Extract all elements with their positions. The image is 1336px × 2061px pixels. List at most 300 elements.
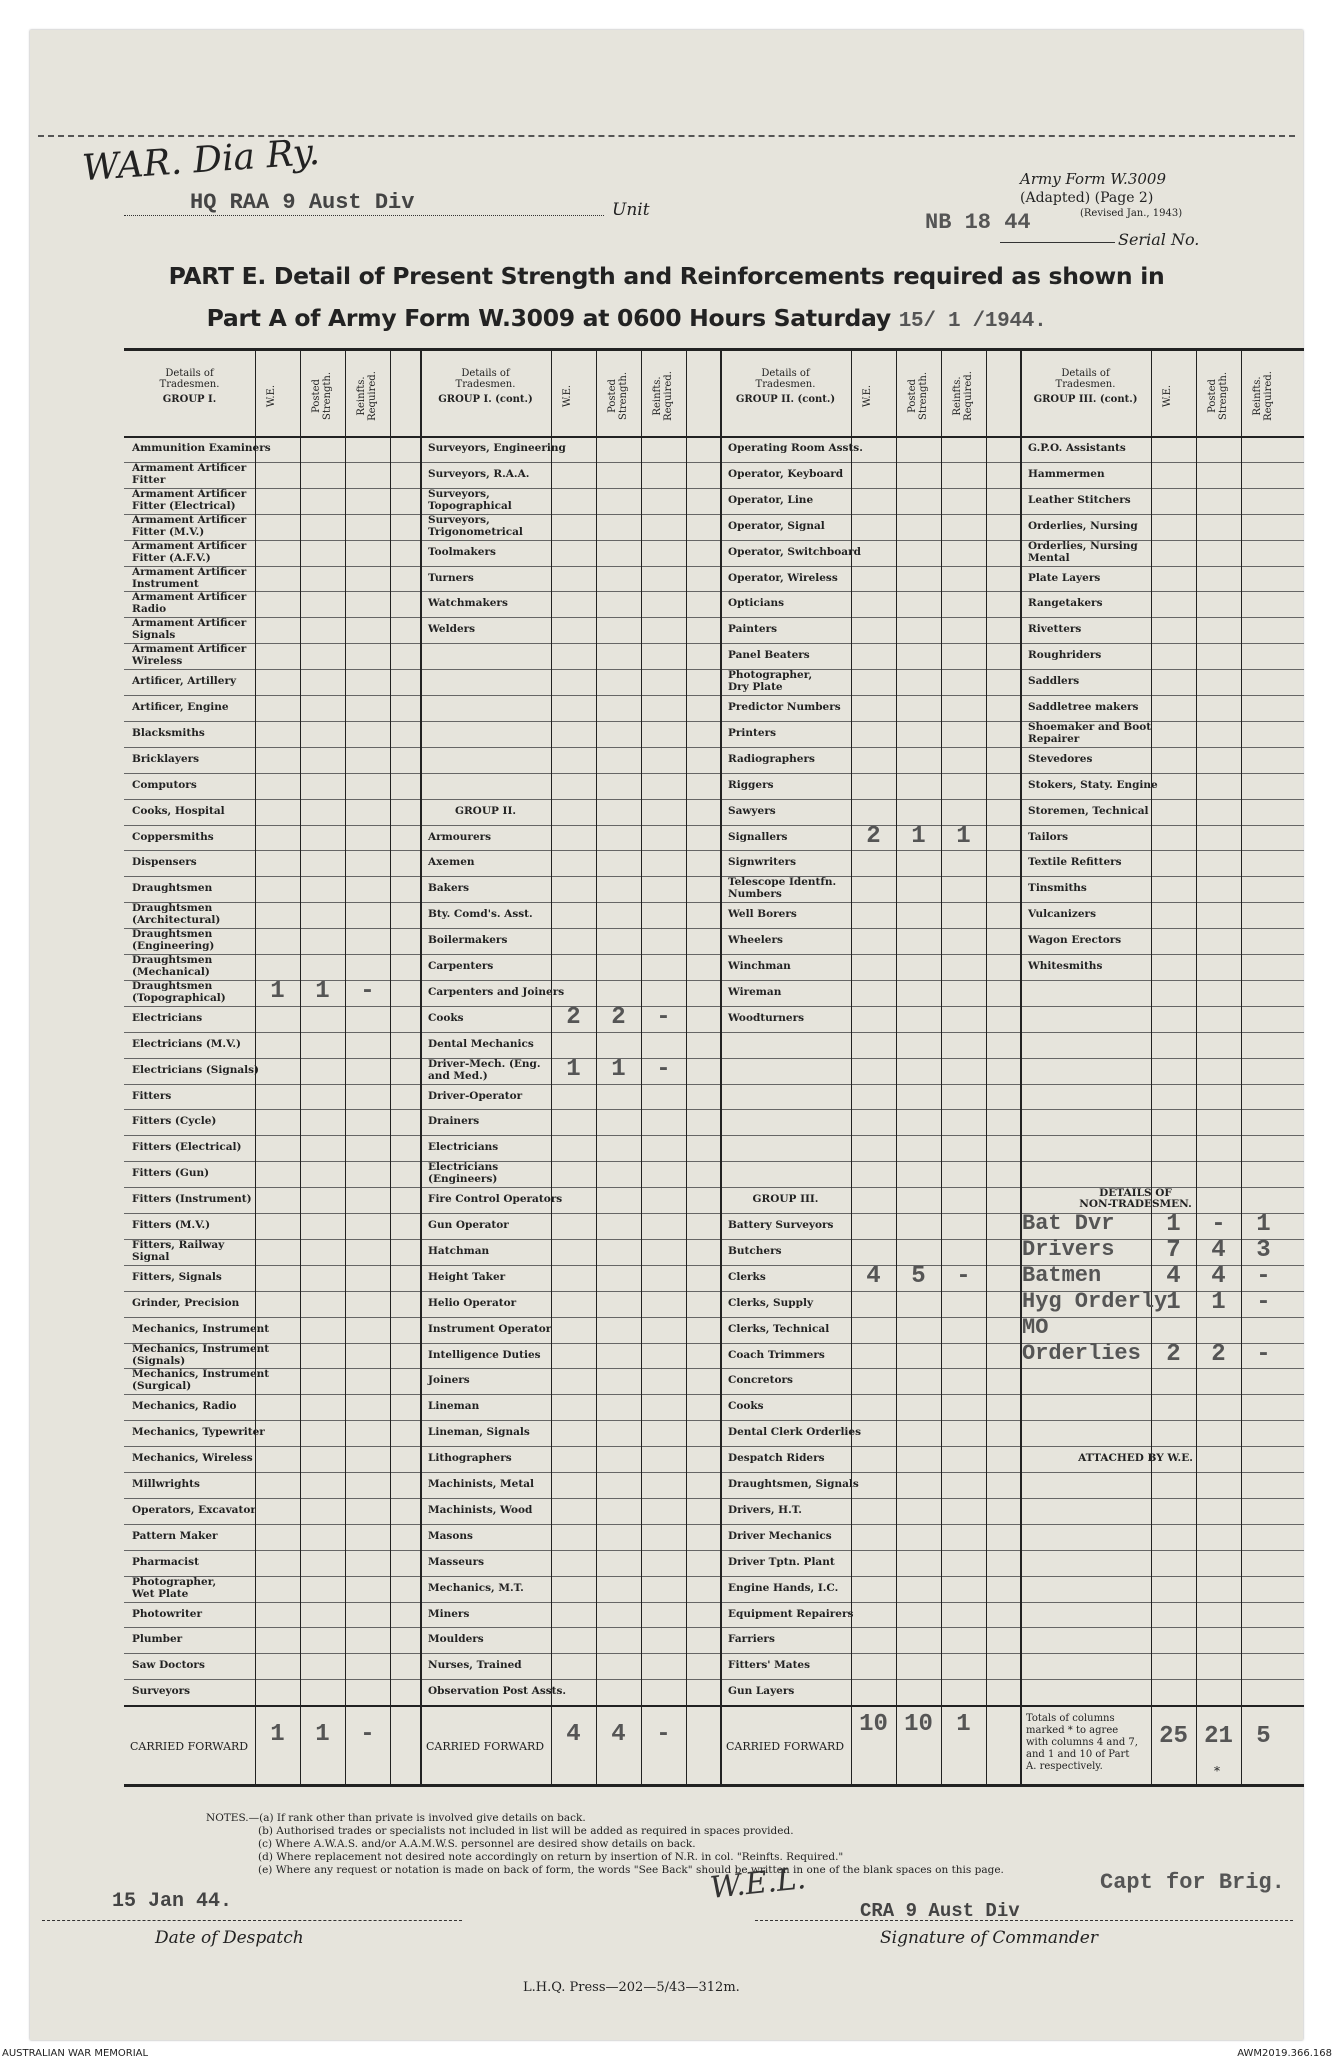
trade-label bbox=[132, 1116, 216, 1127]
trade-label bbox=[728, 1324, 829, 1335]
trade-label bbox=[1028, 624, 1081, 635]
trade-label bbox=[428, 1039, 534, 1050]
trade-label-line: Bty. Comd's. Asst. bbox=[428, 908, 533, 921]
trade-label-line: Armament Artificer bbox=[132, 539, 247, 552]
trade-label-line: and Med.) bbox=[428, 1069, 488, 1082]
header-line: Required. bbox=[663, 371, 674, 421]
carried-forward-total: 25 bbox=[1159, 1723, 1188, 1751]
trade-label bbox=[428, 1505, 532, 1516]
trade-label-line: Electricians bbox=[428, 1141, 499, 1154]
trade-label bbox=[428, 1401, 479, 1412]
trade-label bbox=[132, 592, 246, 615]
trade-label-line: Surveyors, R.A.A. bbox=[428, 467, 530, 480]
trade-label bbox=[428, 624, 475, 635]
header-line: W.E. bbox=[862, 384, 873, 408]
row-rule bbox=[124, 902, 1304, 903]
trade-label-line: Saddlers bbox=[1028, 675, 1080, 688]
trade-label-line: Bakers bbox=[428, 882, 470, 895]
row-rule bbox=[124, 1472, 1304, 1473]
serial-value: NB 18 44 bbox=[925, 210, 1031, 235]
row-rule bbox=[124, 1239, 1304, 1240]
carried-forward-value: 4 bbox=[566, 1721, 581, 1749]
trade-label-line: Draughtsmen, Signals bbox=[728, 1478, 859, 1490]
row-rule bbox=[124, 1679, 1304, 1680]
row-rule bbox=[124, 1627, 1304, 1628]
trade-label-line: Plate Layers bbox=[1028, 571, 1101, 584]
group-rule bbox=[1020, 348, 1022, 1784]
trade-label bbox=[132, 515, 246, 538]
carried-forward-total: 21 bbox=[1204, 1723, 1233, 1751]
trade-label-line: Mental bbox=[1028, 551, 1070, 564]
column-rule bbox=[986, 348, 987, 1784]
trade-label-line: Driver Tptn. Plant bbox=[728, 1555, 835, 1568]
commander-rank: Capt for Brig. bbox=[1100, 1870, 1285, 1895]
trade-label bbox=[420, 806, 551, 817]
trade-label-line: Predictor Numbers bbox=[728, 701, 841, 713]
trade-label bbox=[132, 728, 205, 739]
trade-label bbox=[428, 1557, 484, 1568]
trade-label-line: Lineman bbox=[428, 1400, 480, 1413]
trade-label-line: Pharmacist bbox=[132, 1555, 199, 1568]
trade-label bbox=[428, 935, 507, 946]
serial-label: Serial No. bbox=[1118, 230, 1200, 249]
trade-label-line: Rivetters bbox=[1028, 623, 1082, 636]
trade-label bbox=[1028, 857, 1122, 868]
trade-label bbox=[132, 780, 197, 791]
row-rule bbox=[124, 462, 1304, 463]
column-header-details bbox=[124, 368, 255, 405]
strength-entry: - bbox=[360, 977, 375, 1005]
trade-label bbox=[132, 754, 199, 765]
row-rule bbox=[124, 617, 1304, 618]
trade-label bbox=[132, 903, 220, 926]
trade-label-line: Miners bbox=[428, 1607, 470, 1620]
trade-label bbox=[728, 495, 813, 506]
row-rule bbox=[124, 1032, 1304, 1033]
column-rule bbox=[686, 348, 687, 1784]
header-line: GROUP III. (cont.) bbox=[1033, 394, 1138, 405]
non-tradesman-entry: - bbox=[1256, 1262, 1271, 1290]
strength-entry: - bbox=[656, 1003, 671, 1031]
trade-label bbox=[132, 443, 271, 454]
trade-label bbox=[1028, 443, 1126, 454]
trade-label bbox=[132, 567, 246, 590]
trade-label-line: Equipment Repairers bbox=[728, 1607, 854, 1620]
form-ref-line1: Army Form W.3009 bbox=[1020, 170, 1166, 188]
trade-label-line: Trigonometrical bbox=[428, 525, 523, 538]
trade-label-line: Surveyors, bbox=[428, 513, 490, 526]
trade-label-line: (Signals) bbox=[132, 1354, 186, 1367]
trade-label bbox=[1028, 702, 1138, 713]
trade-label-line: (Surgical) bbox=[132, 1380, 192, 1393]
trade-label-line: Draughtsmen bbox=[132, 954, 213, 966]
trade-label-line: Masseurs bbox=[428, 1555, 485, 1568]
trade-label-line: Despatch Riders bbox=[728, 1452, 825, 1465]
trade-label bbox=[132, 929, 214, 952]
column-header-we bbox=[862, 363, 886, 429]
trade-label bbox=[132, 857, 197, 868]
trade-label-line: Lineman, Signals bbox=[428, 1426, 530, 1439]
row-rule bbox=[124, 799, 1304, 800]
trade-label-line: Fitters (Electrical) bbox=[132, 1141, 242, 1154]
strength-entry: 1 bbox=[911, 822, 926, 850]
signature-line bbox=[755, 1920, 1293, 1921]
trade-label-line: Masons bbox=[428, 1529, 473, 1542]
trade-label bbox=[728, 650, 810, 661]
trade-label-line: Repairer bbox=[1028, 732, 1080, 745]
trade-label bbox=[728, 624, 777, 635]
trade-label-line: Fitters, Railway bbox=[132, 1238, 225, 1251]
trade-label-line: Draughtsmen bbox=[132, 882, 213, 895]
trade-label-line: Fitters (M.V.) bbox=[132, 1219, 211, 1231]
column-rule bbox=[1241, 348, 1242, 1784]
perforation-line bbox=[38, 135, 1295, 137]
trade-label bbox=[1040, 1453, 1231, 1464]
trade-label bbox=[728, 1220, 833, 1231]
trade-label-line: Fitter bbox=[132, 473, 166, 486]
trade-label bbox=[132, 1479, 200, 1490]
strength-entry: 1 bbox=[566, 1055, 581, 1083]
trade-label-line: Fitter (M.V.) bbox=[132, 525, 205, 538]
row-rule bbox=[124, 1317, 1304, 1318]
trade-label bbox=[428, 1162, 498, 1185]
trade-label bbox=[132, 463, 246, 486]
row-rule bbox=[124, 695, 1304, 696]
body-bottom-rule bbox=[124, 1705, 1304, 1707]
trade-label-line: Farriers bbox=[728, 1633, 775, 1646]
trade-label-line: Fire Control Operators bbox=[428, 1193, 563, 1206]
row-rule bbox=[124, 850, 1304, 851]
carried-forward-label: CARRIED FORWARD bbox=[426, 1739, 545, 1753]
trade-label-line: Armament Artificer bbox=[132, 591, 247, 604]
trade-label bbox=[428, 1116, 479, 1127]
header-line: GROUP I. (cont.) bbox=[438, 394, 533, 405]
trade-label bbox=[428, 515, 523, 538]
trade-label bbox=[132, 1505, 256, 1516]
trade-label-line: Height Taker bbox=[428, 1270, 506, 1283]
header-line: Strength. bbox=[1218, 371, 1229, 421]
row-rule bbox=[124, 566, 1304, 567]
trade-label bbox=[1028, 806, 1149, 817]
trade-label bbox=[728, 987, 781, 998]
trade-label bbox=[720, 1194, 851, 1205]
column-header-reinfts bbox=[1252, 363, 1276, 429]
trade-label-line: Wagon Erectors bbox=[1028, 934, 1122, 947]
row-rule bbox=[124, 1084, 1304, 1085]
trade-label-line: Leather Stitchers bbox=[1028, 493, 1131, 506]
non-tradesman-name: MO bbox=[1022, 1314, 1049, 1340]
trade-label bbox=[728, 1634, 775, 1645]
strength-entry: 4 bbox=[866, 1262, 881, 1290]
trade-label bbox=[1028, 722, 1151, 745]
carried-forward-value: 1 bbox=[956, 1711, 971, 1739]
header-line: Tradesmen. bbox=[1055, 379, 1116, 390]
trade-label-line: Gun Operator bbox=[428, 1219, 509, 1231]
trade-label-line: Tailors bbox=[1028, 830, 1069, 843]
trade-label bbox=[428, 1479, 534, 1490]
trade-label-line: Topographical bbox=[428, 499, 512, 512]
trade-label bbox=[132, 1634, 182, 1645]
row-rule bbox=[124, 1498, 1304, 1499]
strength-entry: - bbox=[956, 1262, 971, 1290]
table-bottom-rule bbox=[124, 1784, 1304, 1787]
trade-label-line: Surveyors, Engineering bbox=[428, 442, 566, 454]
trade-label-line: Hammermen bbox=[1028, 467, 1105, 480]
column-rule bbox=[300, 348, 301, 1784]
trade-label bbox=[1028, 754, 1092, 765]
trade-label-line: Draughtsmen bbox=[132, 979, 213, 992]
trade-label bbox=[428, 1059, 541, 1082]
row-rule bbox=[124, 1602, 1304, 1603]
trade-label bbox=[132, 1240, 224, 1263]
title-line2 bbox=[0, 304, 1263, 333]
row-rule bbox=[124, 1058, 1304, 1059]
trade-label bbox=[728, 877, 836, 900]
trade-label bbox=[728, 1272, 766, 1283]
strength-entry: 1 bbox=[956, 822, 971, 850]
trade-label-line: Whitesmiths bbox=[1028, 960, 1103, 972]
trade-label-line: Boilermakers bbox=[428, 934, 508, 947]
header-line: GROUP II. (cont.) bbox=[735, 394, 836, 405]
trade-label-line: Operator, Line bbox=[728, 493, 814, 506]
trade-label-line: Computors bbox=[132, 778, 197, 791]
title-line1: PART E. Detail of Present Strength and Reinforcements required as shown in bbox=[168, 262, 1165, 290]
trade-label-line: Operator, Switchboard bbox=[728, 545, 861, 558]
trade-label bbox=[728, 1401, 764, 1412]
trade-label bbox=[132, 1220, 210, 1231]
strength-entry: 5 bbox=[911, 1262, 926, 1290]
trade-label bbox=[728, 469, 843, 480]
trade-label-line: Instrument Operator bbox=[428, 1322, 552, 1335]
trade-label-line: Fitter (A.F.V.) bbox=[132, 551, 211, 564]
trade-label bbox=[428, 1220, 509, 1231]
trade-label bbox=[1028, 541, 1138, 564]
trade-label-line: Fitters (Gun) bbox=[132, 1167, 210, 1180]
trade-label-line: Signals bbox=[132, 629, 176, 642]
trade-label-line: GROUP II. bbox=[454, 804, 517, 817]
header-line: Details of bbox=[165, 368, 214, 379]
row-rule bbox=[124, 825, 1304, 826]
trade-label bbox=[428, 1350, 541, 1361]
trade-label-line: Battery Surveyors bbox=[728, 1219, 834, 1231]
trade-label bbox=[428, 443, 566, 454]
group-rule bbox=[720, 348, 722, 1784]
trade-label bbox=[428, 1531, 473, 1542]
trade-label-line: Electricians (Signals) bbox=[132, 1063, 260, 1076]
column-header-details bbox=[1020, 368, 1151, 405]
trade-label bbox=[728, 702, 841, 713]
trade-label-line: Engine Hands, I.C. bbox=[728, 1581, 839, 1594]
trade-label bbox=[428, 573, 474, 584]
trade-label bbox=[1028, 909, 1096, 920]
header-line: Reinfts. bbox=[1252, 376, 1263, 416]
trade-label bbox=[132, 618, 246, 641]
trade-label-line: Wet Plate bbox=[132, 1587, 189, 1600]
trade-label bbox=[728, 547, 861, 558]
header-line: W.E. bbox=[562, 384, 573, 408]
title-line2-text: Part A of Army Form W.3009 at 0600 Hours Saturday bbox=[206, 304, 891, 332]
trade-label bbox=[1028, 832, 1068, 843]
trade-label bbox=[428, 1272, 505, 1283]
totals-note-line: Totals of columns bbox=[1026, 1713, 1115, 1725]
trade-label-line: Millwrights bbox=[132, 1478, 200, 1490]
row-rule bbox=[124, 591, 1304, 592]
trade-label bbox=[728, 1350, 825, 1361]
trade-label bbox=[728, 598, 784, 609]
trade-label-line: Mechanics, M.T. bbox=[428, 1581, 524, 1594]
non-tradesman-entry: - bbox=[1256, 1288, 1271, 1316]
trade-label bbox=[1028, 521, 1138, 532]
row-rule bbox=[124, 1420, 1304, 1421]
trade-label bbox=[132, 1577, 216, 1600]
trade-label bbox=[728, 1427, 861, 1438]
trade-label-line: Artificer, Artillery bbox=[132, 675, 237, 688]
trade-label bbox=[728, 909, 797, 920]
header-line: GROUP I. bbox=[162, 394, 217, 405]
trade-label bbox=[1028, 650, 1101, 661]
trade-label-line: Rangetakers bbox=[1028, 597, 1103, 610]
carried-forward-value: 1 bbox=[315, 1721, 330, 1749]
trade-label bbox=[428, 1634, 484, 1645]
column-rule bbox=[941, 348, 942, 1784]
header-line: Posted bbox=[607, 379, 618, 413]
trade-label-line: Draughtsmen bbox=[132, 928, 213, 941]
trade-label bbox=[1028, 961, 1102, 972]
trade-label-line: Winchman bbox=[728, 960, 791, 972]
non-tradesman-entry: 1 bbox=[1166, 1211, 1181, 1238]
carried-forward-value: - bbox=[656, 1721, 671, 1749]
trade-label-line: Nurses, Trained bbox=[428, 1659, 522, 1672]
non-tradesman-entry: 4 bbox=[1211, 1236, 1226, 1264]
trade-label-line: Welders bbox=[428, 623, 476, 636]
row-rule bbox=[124, 1161, 1304, 1162]
trade-label bbox=[428, 1583, 524, 1594]
carried-forward-value: 10 bbox=[904, 1711, 933, 1739]
trade-label bbox=[132, 1557, 199, 1568]
trade-label bbox=[132, 1531, 218, 1542]
row-rule bbox=[124, 1109, 1304, 1110]
trade-label-line: Fitters' Mates bbox=[728, 1659, 811, 1672]
trade-label bbox=[428, 1453, 512, 1464]
carried-forward-value: 4 bbox=[611, 1721, 626, 1749]
trade-label-line: (Topographical) bbox=[132, 991, 226, 1004]
trade-label-line: Concretors bbox=[728, 1374, 793, 1387]
trade-label bbox=[728, 961, 791, 972]
trade-label-line: Clerks, Technical bbox=[728, 1322, 830, 1335]
trade-label-line: Plumber bbox=[132, 1633, 183, 1646]
row-rule bbox=[124, 1213, 1304, 1214]
trade-label-line: Clerks, Supply bbox=[728, 1296, 814, 1309]
trade-label bbox=[728, 832, 787, 843]
trade-label-line: Instrument bbox=[132, 577, 199, 590]
strength-table bbox=[124, 348, 1304, 1800]
note-line: (b) Authorised trades or specialists not included in list will be added as required in spaces provided. bbox=[258, 1825, 794, 1837]
column-header-posted bbox=[311, 363, 335, 429]
header-line: Required. bbox=[963, 371, 974, 421]
trade-label-line: Operator, Keyboard bbox=[728, 467, 844, 480]
trade-label-line: Clerks bbox=[728, 1270, 766, 1283]
trade-label-line: Machinists, Metal bbox=[428, 1478, 534, 1490]
trade-label-line: Coach Trimmers bbox=[728, 1348, 825, 1361]
non-tradesman-name: Batmen bbox=[1022, 1262, 1102, 1288]
despatch-date: 15 Jan 44. bbox=[112, 1890, 233, 1913]
trade-label-line: Roughriders bbox=[1028, 649, 1102, 662]
totals-note-line: and 1 and 10 of Part bbox=[1026, 1749, 1130, 1761]
trade-label-line: Vulcanizers bbox=[1028, 908, 1097, 921]
non-tradesman-entry: 1 bbox=[1166, 1288, 1181, 1316]
column-rule bbox=[1151, 348, 1152, 1784]
column-header-we bbox=[1162, 363, 1186, 429]
trade-label-line: Hatchman bbox=[428, 1244, 490, 1257]
non-tradesman-entry: 1 bbox=[1211, 1288, 1226, 1316]
header-line: Tradesmen. bbox=[159, 379, 220, 390]
trade-label bbox=[728, 670, 812, 693]
trade-label-line: Operators, Excavator bbox=[132, 1503, 256, 1516]
header-line: Posted bbox=[1207, 379, 1218, 413]
trade-label-line: Fitters, Signals bbox=[132, 1270, 222, 1283]
trade-label-line: Armament Artificer bbox=[132, 513, 247, 526]
trade-label-line: Orderlies, Nursing bbox=[1028, 539, 1138, 552]
row-rule bbox=[124, 954, 1304, 955]
trade-label bbox=[728, 1453, 825, 1464]
trade-label-line: Wireless bbox=[132, 655, 183, 668]
non-tradesman-entry: - bbox=[1211, 1211, 1226, 1238]
trade-label-line: Cooks bbox=[428, 1011, 464, 1024]
trade-label bbox=[728, 806, 776, 817]
trade-label-line: Helio Operator bbox=[428, 1296, 517, 1309]
carried-forward-value: 1 bbox=[270, 1721, 285, 1749]
trade-label-line: Blacksmiths bbox=[132, 726, 205, 739]
despatch-line bbox=[42, 1920, 462, 1921]
trade-label-line: Drivers, H.T. bbox=[728, 1503, 802, 1516]
trade-label bbox=[428, 547, 496, 558]
trade-label-line: Operating Room Assts. bbox=[728, 442, 863, 454]
trade-label bbox=[428, 1142, 498, 1153]
trade-label-line: Gun Layers bbox=[728, 1685, 795, 1698]
header-line: Reinfts. bbox=[356, 376, 367, 416]
totals-note-line: with columns 4 and 7, bbox=[1026, 1737, 1138, 1749]
trade-label-line: Orderlies, Nursing bbox=[1028, 519, 1138, 532]
trade-label bbox=[132, 1168, 209, 1179]
trade-label-line: Driver-Operator bbox=[428, 1089, 523, 1102]
trade-label bbox=[132, 541, 246, 564]
trade-label bbox=[728, 935, 783, 946]
carried-forward-label: CARRIED FORWARD bbox=[726, 1739, 845, 1753]
header-line: Strength. bbox=[918, 371, 929, 421]
trade-label bbox=[132, 1013, 202, 1024]
trade-label bbox=[728, 1298, 813, 1309]
trade-label bbox=[428, 1427, 530, 1438]
column-header-details bbox=[720, 368, 851, 405]
trade-label-line: Coppersmiths bbox=[132, 830, 214, 843]
trade-label-line: Lithographers bbox=[428, 1452, 512, 1465]
trade-label-line: Photographer, bbox=[132, 1575, 217, 1588]
commander-signature: W.E.L. bbox=[708, 1861, 808, 1906]
trade-label bbox=[728, 780, 774, 791]
non-tradesman-entry: 7 bbox=[1166, 1236, 1181, 1264]
trade-label-line: DETAILS OF bbox=[1099, 1187, 1172, 1200]
trade-label bbox=[428, 1246, 489, 1257]
column-header-reinfts bbox=[952, 363, 976, 429]
trade-label bbox=[728, 857, 796, 868]
trade-label-line: Intelligence Duties bbox=[428, 1348, 541, 1361]
handwritten-note: WAR. Dia Ry. bbox=[80, 131, 322, 190]
trade-label bbox=[728, 1557, 835, 1568]
trade-label bbox=[132, 489, 246, 512]
trade-label-line: ATTACHED BY W.E. bbox=[1078, 1452, 1193, 1465]
trade-label-line: NON-TRADESMEN. bbox=[1079, 1198, 1192, 1211]
trade-label bbox=[132, 1427, 265, 1438]
